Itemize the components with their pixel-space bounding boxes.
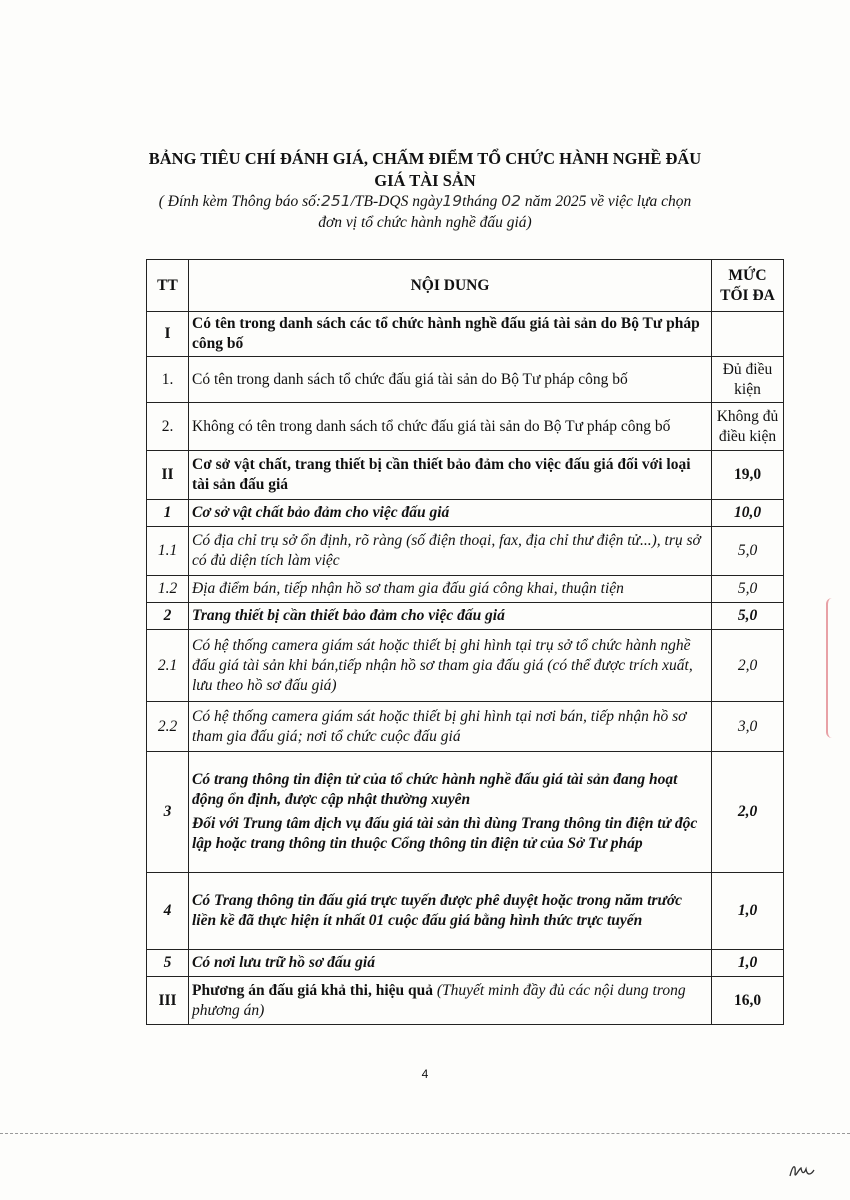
table-row — [147, 500, 784, 527]
row-content: Địa điểm bán, tiếp nhận hồ sơ tham gia đấu giá công khai, thuận tiện — [189, 576, 712, 603]
row-content — [189, 977, 712, 1025]
header-content: NỘI DUNG — [189, 260, 712, 312]
row-tt: 2.1 — [147, 630, 189, 702]
stamp-edge-mark — [826, 598, 846, 738]
table-header-row — [147, 260, 784, 312]
row-content: Không có tên trong danh sách tổ chức đấu giá tài sản do Bộ Tư pháp công bố — [189, 403, 712, 451]
row-max: 3,0 — [712, 702, 784, 752]
row-content: Có Trang thông tin đấu giá trực tuyến được phê duyệt hoặc trong năm trước liền kề đã thực hiện ít nhất 01 cuộc đấu giá bằng hình thức trực tuyến — [189, 873, 712, 950]
row-tt: 2. — [147, 403, 189, 451]
table-row — [147, 451, 784, 500]
page-number: 4 — [421, 1067, 429, 1081]
row-tt: II — [147, 451, 189, 500]
row-tt: 4 — [147, 873, 189, 950]
table-row — [147, 312, 784, 357]
row-content: Có địa chỉ trụ sở ổn định, rõ ràng (số điện thoại, fax, địa chỉ thư điện tử...), trụ sở có đủ diện tích làm việc — [189, 527, 712, 576]
row-max: 5,0 — [712, 576, 784, 603]
table-row — [147, 630, 784, 702]
row-tt: 3 — [147, 752, 189, 873]
row-content-main: Phương án đấu giá khả thi, hiệu quả — [192, 981, 434, 999]
notice-number: 251 — [321, 192, 351, 210]
table-row — [147, 403, 784, 451]
table-row — [147, 752, 784, 873]
row-tt: 1.2 — [147, 576, 189, 603]
row-content: Có nơi lưu trữ hồ sơ đấu giá — [189, 950, 712, 977]
subtitle-line-1 — [120, 191, 730, 212]
notice-month: 02 — [501, 192, 521, 210]
row-max: 1,0 — [712, 950, 784, 977]
row-content: Cơ sở vật chất, trang thiết bị cần thiết bảo đảm cho việc đấu giá đối với loại tài sản đấu giá — [189, 451, 712, 500]
row-content-part-2: Đối với Trung tâm dịch vụ đấu giá tài sản thì dùng Trang thông tin điện tử độc lập hoặc trang thông tin thuộc Cổng thông tin điện tử của Sở Tư pháp — [192, 815, 698, 852]
row-max: 19,0 — [712, 451, 784, 500]
subtitle-prefix: ( Đính kèm Thông báo số: — [158, 193, 322, 210]
row-content: Có hệ thống camera giám sát hoặc thiết bị ghi hình tại trụ sở tổ chức hành nghề đấu giá tài sản khi bán,tiếp nhận hồ sơ tham gia đấu giá (có thể được trích xuất, lưu theo hồ sơ đấu giá) — [189, 630, 712, 702]
row-content: Cơ sở vật chất bảo đảm cho việc đấu giá — [189, 500, 712, 527]
subtitle-mid-2: tháng — [462, 193, 498, 210]
subtitle-suffix: năm 2025 về việc lựa chọn — [524, 193, 692, 210]
row-max: 5,0 — [712, 527, 784, 576]
row-tt: 2 — [147, 603, 189, 630]
table-row — [147, 357, 784, 403]
row-tt: I — [147, 312, 189, 357]
row-content: Có tên trong danh sách các tổ chức hành nghề đấu giá tài sản do Bộ Tư pháp công bố — [189, 312, 712, 357]
row-max: 2,0 — [712, 752, 784, 873]
table-row — [147, 603, 784, 630]
notice-day: 19 — [442, 192, 463, 210]
row-max: 2,0 — [712, 630, 784, 702]
row-tt: 2.2 — [147, 702, 189, 752]
table-row — [147, 873, 784, 950]
row-content-part-1: Có trang thông tin điện tử của tổ chức hành nghề đấu giá tài sản đang hoạt động ổn định, được cập nhật thường xuyên — [192, 771, 678, 808]
initials-signature-icon — [787, 1160, 817, 1182]
row-max: 10,0 — [712, 500, 784, 527]
document-title — [120, 148, 730, 192]
row-max: Không đủ điều kiện — [712, 403, 784, 451]
row-tt: 1 — [147, 500, 189, 527]
table-row — [147, 527, 784, 576]
row-max — [712, 312, 784, 357]
row-max: Đủ điều kiện — [712, 357, 784, 403]
document-subtitle — [120, 191, 730, 233]
row-max: 5,0 — [712, 603, 784, 630]
row-tt: III — [147, 977, 189, 1025]
initials-signature — [787, 1160, 817, 1186]
criteria-table — [146, 259, 784, 1025]
table-row — [147, 950, 784, 977]
table-row — [147, 977, 784, 1025]
title-line-1: BẢNG TIÊU CHÍ ĐÁNH GIÁ, CHẤM ĐIỂM TỔ CHỨC HÀNH NGHỀ ĐẤU — [148, 149, 702, 168]
title-line-2: GIÁ TÀI SẢN — [374, 171, 476, 190]
row-max: 1,0 — [712, 873, 784, 950]
row-tt: 5 — [147, 950, 189, 977]
row-content — [189, 752, 712, 873]
row-max: 16,0 — [712, 977, 784, 1025]
header-tt: TT — [147, 260, 189, 312]
row-content: Trang thiết bị cần thiết bảo đảm cho việc đấu giá — [189, 603, 712, 630]
scan-divider — [0, 1133, 850, 1134]
row-tt: 1.1 — [147, 527, 189, 576]
row-content: Có hệ thống camera giám sát hoặc thiết bị ghi hình tại nơi bán, tiếp nhận hồ sơ tham gia đấu giá; nơi tổ chức cuộc đấu giá — [189, 702, 712, 752]
row-content: Có tên trong danh sách tổ chức đấu giá tài sản do Bộ Tư pháp công bố — [189, 357, 712, 403]
header-max: MỨC TỐI ĐA — [712, 260, 784, 312]
table-row — [147, 576, 784, 603]
table-row — [147, 702, 784, 752]
subtitle-line-2: đơn vị tổ chức hành nghề đấu giá) — [318, 214, 532, 231]
row-tt: 1. — [147, 357, 189, 403]
subtitle-mid-1: /TB-DQS ngày — [350, 193, 443, 210]
row-content-note: (Thuyết minh đầy đủ các nội dung trong phương án) — [192, 981, 686, 1019]
